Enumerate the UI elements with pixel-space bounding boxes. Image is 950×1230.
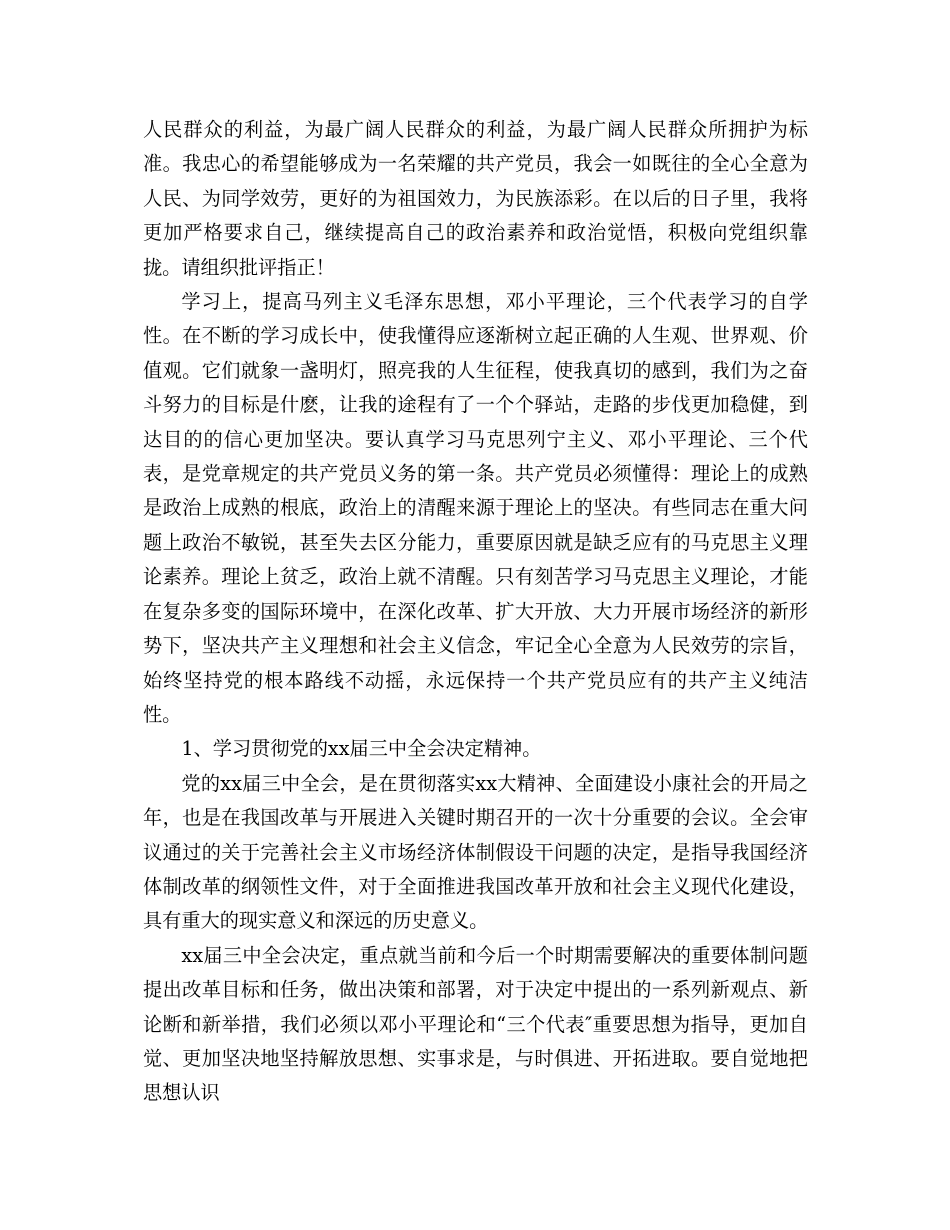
paragraph-3-heading: 1、学习贯彻党的xx届三中全会决定精神。 <box>181 737 542 761</box>
paragraph-2: 学习上，提高马列主义毛泽东思想，邓小平理论，三个代表学习的自学性。在不断的学习成长中，使我懂得应逐渐树立起正确的人生观、世界观、价值观。它们就象一盏明灯，照亮我的人生征程，使我真切的感到，我们为之奋斗努力的目标是什麽，让我的途程有了一个个驿站，走路的步伐更加稳健，到达目的的信心更加坚决。要认真学习马克思列宁主义、邓小平理论、三个代表，是党章规定的共产党员义务的第一条。共产党员必须懂得：理论上的成熟是政治上成熟的根底，政治上的清醒来源于理论上的坚决。有些同志在重大问题上政治不敏锐，甚至失去区分能力，重要原因就是缺乏应有的马克思主义理论素养。理论上贫乏，政治上就不清醒。只有刻苦学习马克思主义理论，才能在复杂多变的国际环境中，在深化改革、扩大开放、大力开展市场经济的新形势下，坚决共产主义理想和社会主义信念，牢记全心全意为人民效劳的宗旨，始终坚持党的根本路线不动摇，永远保持一个共产党员应有的共产主义纯洁性。 <box>143 290 808 726</box>
paragraph-4: 党的xx届三中全会，是在贯彻落实xx大精神、全面建设小康社会的开局之年，也是在我国改革与开展进入关键时期召开的一次十分重要的会议。全会审议通过的关于完善社会主义市场经济体制假设干问题的决定，是指导我国经济体制改革的纲领性文件，对于全面推进我国改革开放和社会主义现代化建设，具有重大的现实意义和深远的历史意义。 <box>143 771 808 933</box>
document-body <box>143 113 808 1111</box>
paragraph-5: xx届三中全会决定，重点就当前和今后一个时期需要解决的重要体制问题提出改革目标和任务，做出决策和部署，对于决定中提出的一系列新观点、新论断和新举措，我们必须以邓小平理论和“三个代表″重要思想为指导，更加自觉、更加坚决地坚持解放思想、实事求是，与时俱进、开拓进取。要自觉地把思想认识 <box>143 943 808 1105</box>
paragraph-1: 人民群众的利益，为最广阔人民群众的利益，为最广阔人民群众所拥护为标准。我忠心的希望能够成为一名荣耀的共产党员，我会一如既往的全心全意为人民、为同学效劳，更好的为祖国效力，为民族添彩。在以后的日子里，我将更加严格要求自己，继续提高自己的政治素养和政治觉悟，积极向党组织靠拢。请组织批评指正！ <box>143 118 808 279</box>
